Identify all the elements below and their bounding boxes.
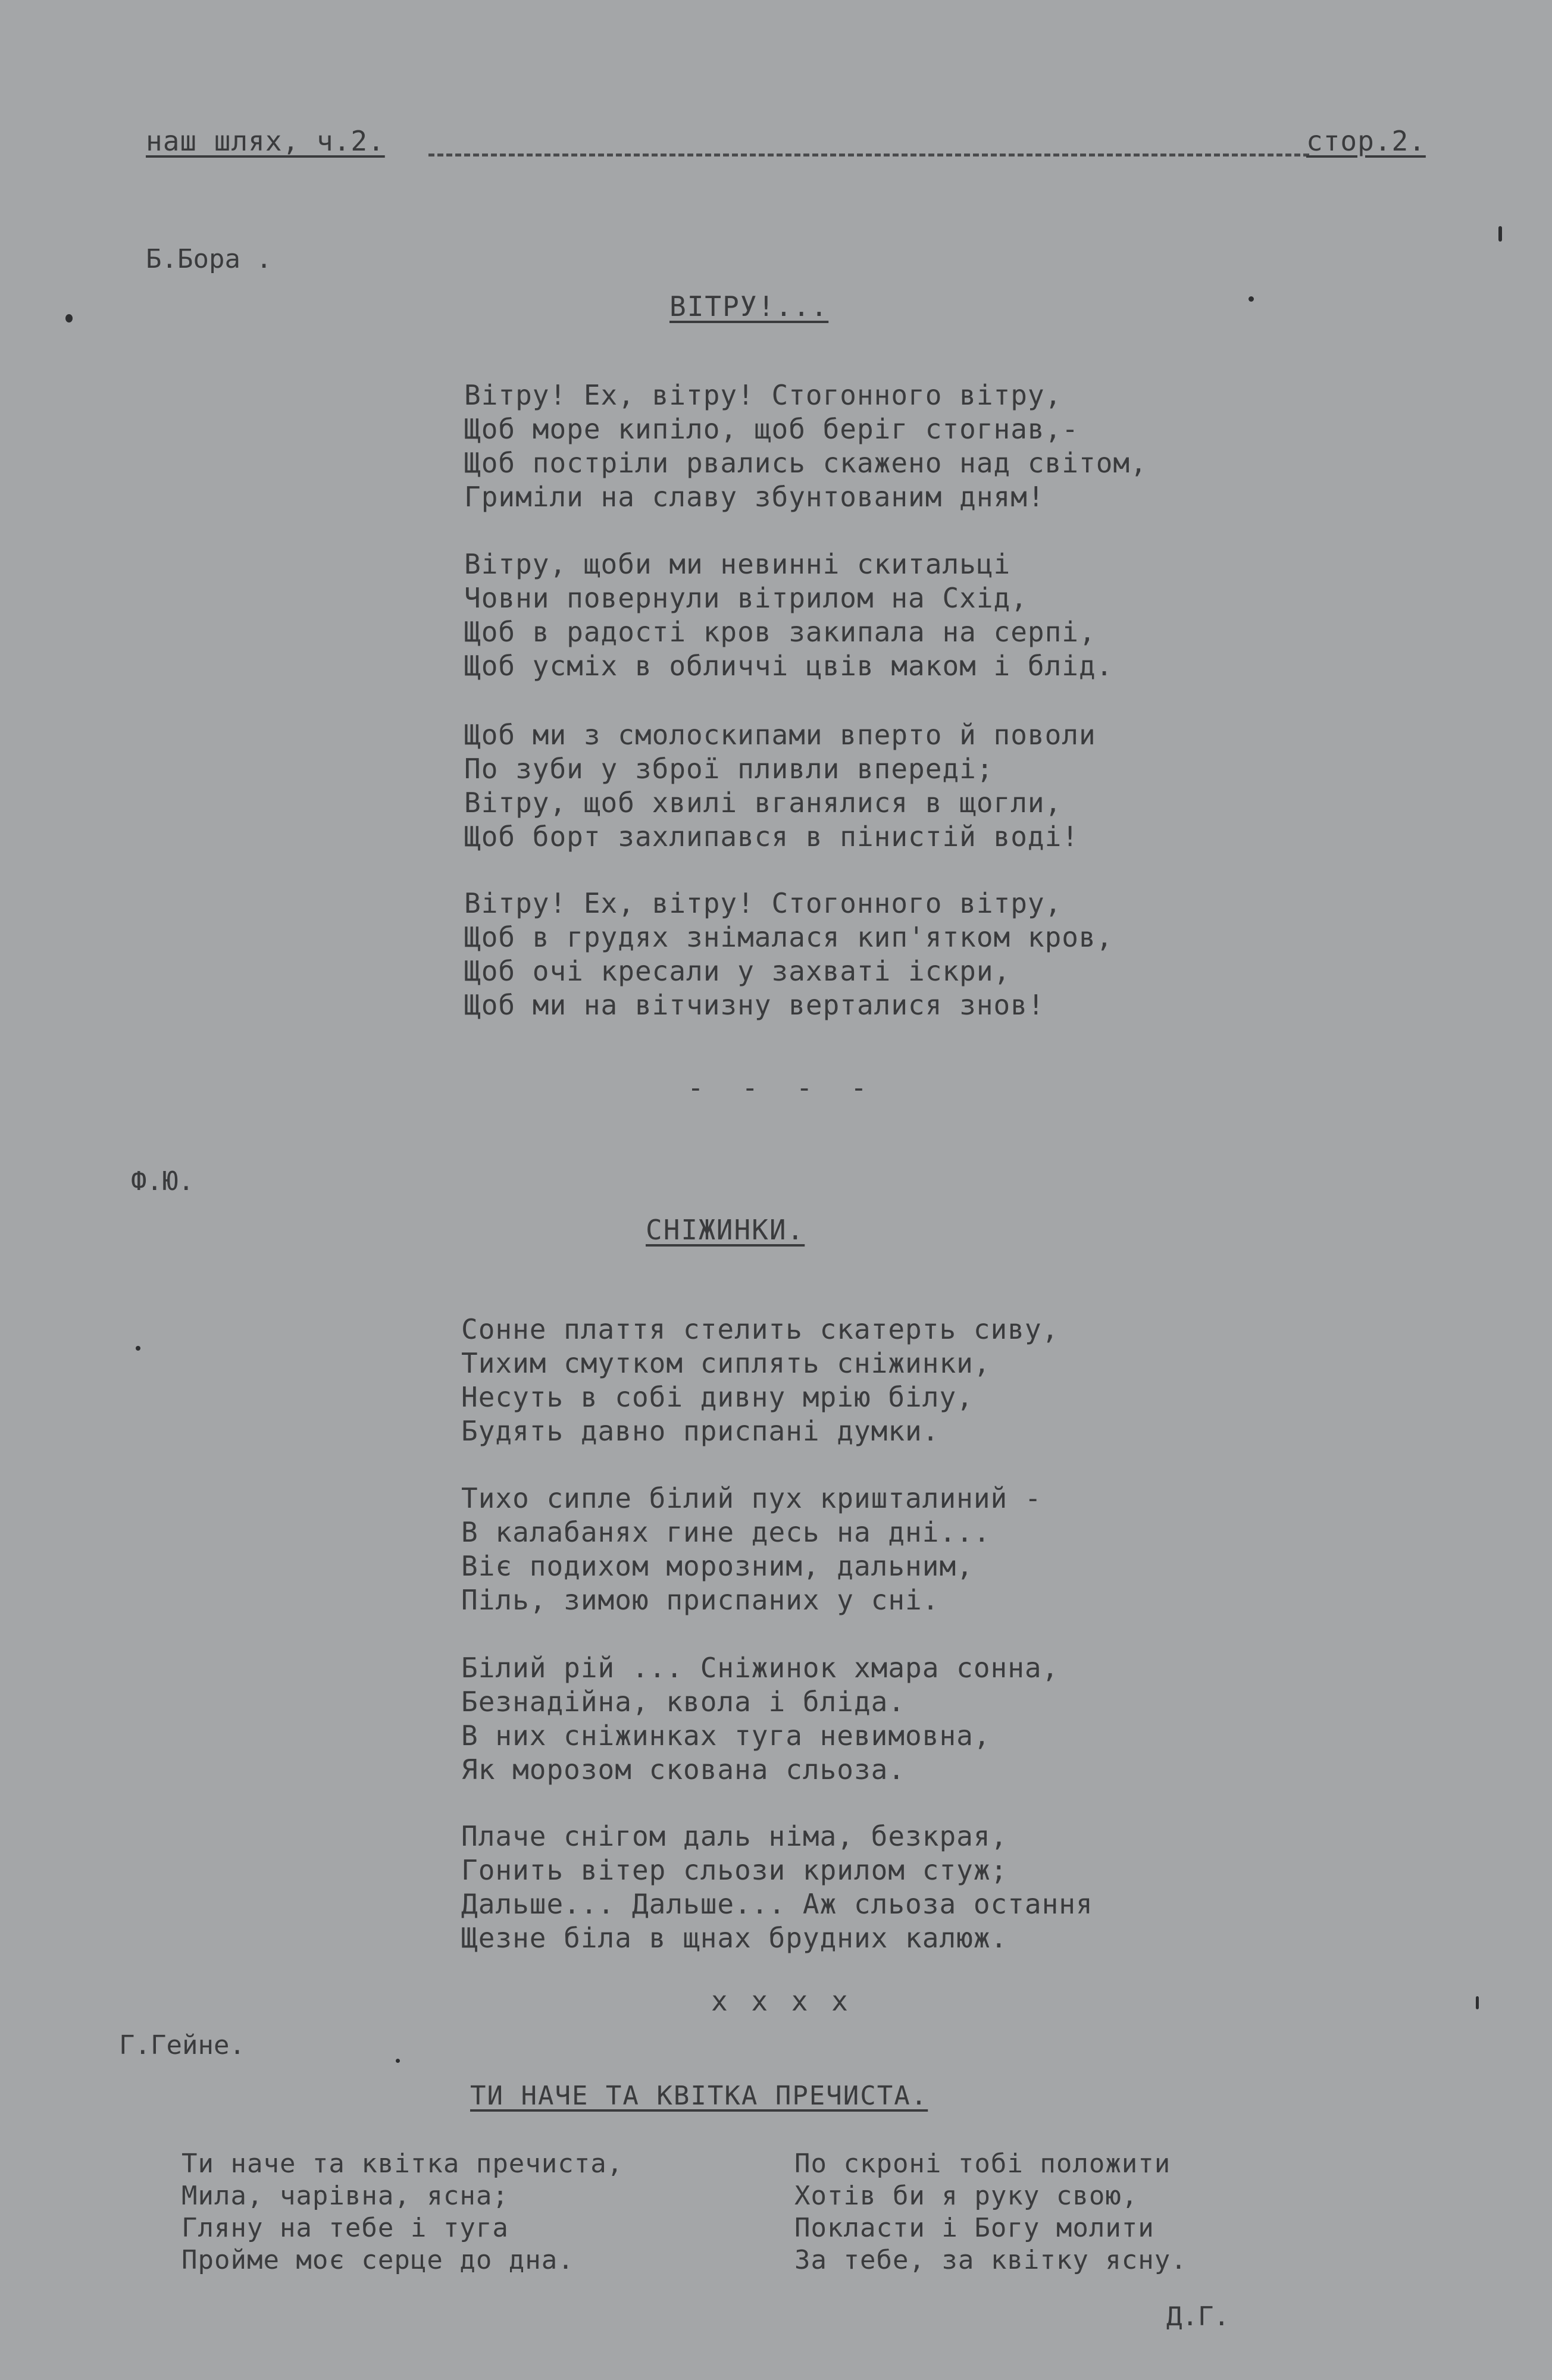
poem-author: Ф.Ю. <box>131 1166 194 1197</box>
paper-speck <box>65 314 73 322</box>
poem-title: ТИ НАЧЕ ТА КВІТКА ПРЕЧИСТА. <box>470 2081 928 2111</box>
paper-speck <box>1498 226 1502 242</box>
poem-author: Б.Бора . <box>146 244 272 274</box>
poem-stanza: Вітру! Ех, вітру! Стогонного вітру, Щоб в грудях знімалася кип'ятком кров, Щоб очі кресали у захваті іскри, Щоб ми на вітчизну верталися знов! <box>464 887 1113 1021</box>
poem-left-column: Ти наче та квітка пречиста, Мила, чарівна, ясна; Гляну на тебе і туга Пройме моє серце до дна. <box>182 2149 624 2275</box>
poem-stanza: Сонне плаття стелить скатерть сиву, Тихим смутком сиплять сніжинки, Несуть в собі дивну мрію білу, Будять давно приспані думки. <box>461 1313 1059 1447</box>
header-left: наш шлях, ч.2. <box>146 125 385 157</box>
paper-speck <box>1249 296 1254 302</box>
poem-stanza: Плаче снігом даль німа, безкрая, Гонить вітер сльози крилом стуж; Дальше... Дальше... Аж сльоза остання Щезне біла в щнах брудних калюж. <box>461 1820 1093 1954</box>
header-dash-rule <box>428 154 1309 156</box>
poem-stanza: Вітру, щоби ми невинні скитальці Човни повернули вітрилом на Схід, Щоб в радості кров закипала на серпі, Щоб усміх в обличчі цвів маком і блід. <box>464 548 1113 682</box>
poem-signature: Д.Г. <box>1166 2301 1229 2332</box>
poem-stanza: Білий рій ... Сніжинок хмара сонна, Безнадійна, квола і бліда. В них сніжинках туга невимовна, Як морозом скована сльоза. <box>461 1652 1059 1786</box>
poem-title: СНІЖИНКИ. <box>646 1214 805 1246</box>
poem-author: Г.Гейне. <box>119 2030 245 2060</box>
paper-speck <box>396 2059 400 2063</box>
paper-speck <box>136 1346 140 1351</box>
poem-stanza: Тихо сипле білий пух кришталиний - В калабанях гине десь на дні... Віє подихом морозним, дальним, Піль, зимою приспаних у сні. <box>461 1482 1042 1616</box>
section-separator: x x x x <box>711 1985 852 2017</box>
poem-right-column: По скроні тобі положити Хотів би я руку свою, Покласти і Богу молити За тебе, за квітку ясну. <box>794 2149 1187 2275</box>
poem-title: ВІТРУ!... <box>669 290 829 322</box>
paper-speck <box>1476 1996 1479 2009</box>
header-right: стор.2. <box>1306 125 1426 157</box>
poem-stanza: Щоб ми з смолоскипами вперто й поволи По зуби у зброї пливли впереді; Вітру, щоб хвилі вганялися в щогли, Щоб борт захлипався в пінистій воді! <box>464 719 1096 853</box>
section-separator: - - - - <box>687 1072 878 1104</box>
poem-stanza: Вітру! Ех, вітру! Стогонного вітру, Щоб море кипіло, щоб беріг стогнав,- Щоб постріли рвались скажено над світом, Гриміли на славу збунтованим дням! <box>464 379 1147 513</box>
